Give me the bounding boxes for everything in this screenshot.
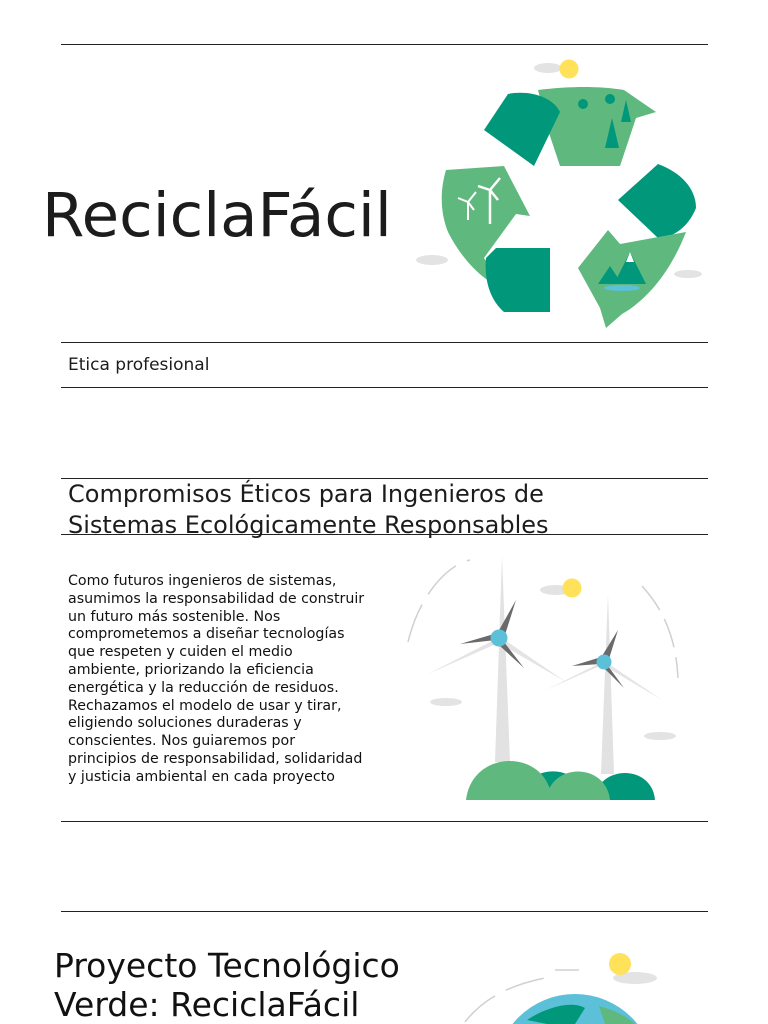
globe-icon <box>455 948 695 1024</box>
project-top-divider <box>61 911 708 912</box>
section-bottom-divider <box>61 821 708 822</box>
section-body: Como futuros ingenieros de sistemas, asumimos la responsabilidad de construir un futuro más sostenible. Nos comprometemos a diseñar tecnologías que respeten y cuiden el medio ambiente, priorizando la eficiencia energética y la reducción de residuos. Rechazamos el modelo de usar y tirar, eligiendo soluciones duraderas y conscientes. Nos guiaremos por principios de responsabilidad, solidaridad y justicia ambiental en cada proyecto <box>68 573 365 785</box>
project-title: Proyecto Tecnológico Verde: ReciclaFácil <box>54 946 400 1024</box>
section-heading: Compromisos Éticos para Ingenieros de Sistemas Ecológicamente Responsables <box>68 480 549 539</box>
subject-label: Etica profesional <box>68 355 210 375</box>
recycle-icon <box>410 52 710 334</box>
subject-divider <box>61 387 708 388</box>
header-divider <box>61 342 708 343</box>
brand-title: ReciclaFácil <box>42 180 392 251</box>
top-divider <box>61 44 708 45</box>
wind-turbines-icon <box>400 552 690 804</box>
